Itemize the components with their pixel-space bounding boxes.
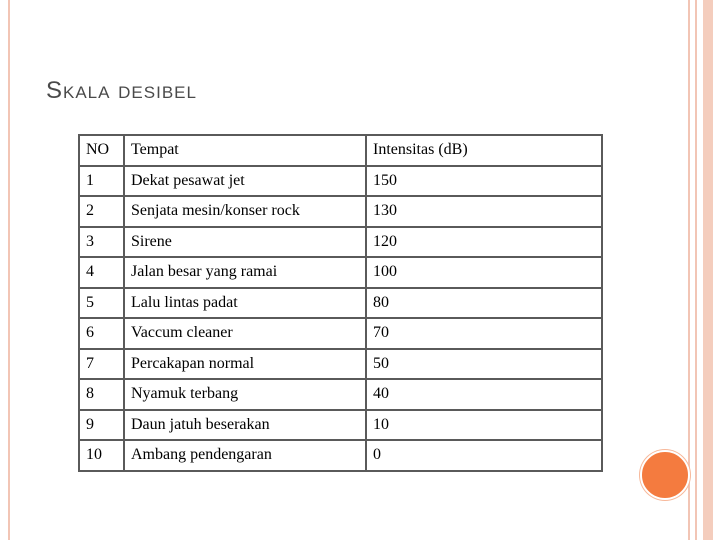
table-row bbox=[79, 318, 602, 349]
table-cell: 4 bbox=[79, 257, 124, 288]
table-cell: 8 bbox=[79, 379, 124, 410]
table-row bbox=[79, 410, 602, 441]
table-cell: Vaccum cleaner bbox=[124, 318, 366, 349]
table-cell: 150 bbox=[366, 166, 602, 197]
table-cell: Nyamuk terbang bbox=[124, 379, 366, 410]
table-cell: 6 bbox=[79, 318, 124, 349]
table-cell: 2 bbox=[79, 196, 124, 227]
table-row bbox=[79, 257, 602, 288]
table-cell: NO bbox=[79, 135, 124, 166]
slide-frame-right-line bbox=[688, 0, 690, 540]
table-row bbox=[79, 196, 602, 227]
table-cell: 7 bbox=[79, 349, 124, 380]
table-cell: 10 bbox=[79, 440, 124, 471]
table-row bbox=[79, 379, 602, 410]
table-cell: Ambang pendengaran bbox=[124, 440, 366, 471]
decibel-table-body bbox=[79, 135, 602, 471]
slide-frame-right-bar bbox=[703, 0, 713, 540]
table-row bbox=[79, 227, 602, 258]
table-cell: 5 bbox=[79, 288, 124, 319]
table-cell: Intensitas (dB) bbox=[366, 135, 602, 166]
table-cell: Daun jatuh beserakan bbox=[124, 410, 366, 441]
table-cell: 3 bbox=[79, 227, 124, 258]
table-header-row bbox=[79, 135, 602, 166]
table-cell: 100 bbox=[366, 257, 602, 288]
table-cell: 50 bbox=[366, 349, 602, 380]
table-cell: 70 bbox=[366, 318, 602, 349]
decibel-table bbox=[78, 134, 603, 472]
slide-title: Skala desibel bbox=[46, 77, 197, 104]
table-cell: Lalu lintas padat bbox=[124, 288, 366, 319]
table-cell: Percakapan normal bbox=[124, 349, 366, 380]
table-cell: 130 bbox=[366, 196, 602, 227]
table-row bbox=[79, 288, 602, 319]
table-row bbox=[79, 440, 602, 471]
decorative-circle bbox=[640, 450, 690, 500]
table-cell: 9 bbox=[79, 410, 124, 441]
table-cell: 80 bbox=[366, 288, 602, 319]
table-cell: 10 bbox=[366, 410, 602, 441]
table-cell: Jalan besar yang ramai bbox=[124, 257, 366, 288]
table-cell: Senjata mesin/konser rock bbox=[124, 196, 366, 227]
table-cell: 120 bbox=[366, 227, 602, 258]
table-cell: Dekat pesawat jet bbox=[124, 166, 366, 197]
table-cell: 40 bbox=[366, 379, 602, 410]
slide-frame-right-inner-line bbox=[695, 0, 697, 540]
table-cell: Tempat bbox=[124, 135, 366, 166]
table-cell: 1 bbox=[79, 166, 124, 197]
table-cell: Sirene bbox=[124, 227, 366, 258]
table-row bbox=[79, 166, 602, 197]
slide-frame-left-line bbox=[8, 0, 10, 540]
table-row bbox=[79, 349, 602, 380]
table-cell: 0 bbox=[366, 440, 602, 471]
